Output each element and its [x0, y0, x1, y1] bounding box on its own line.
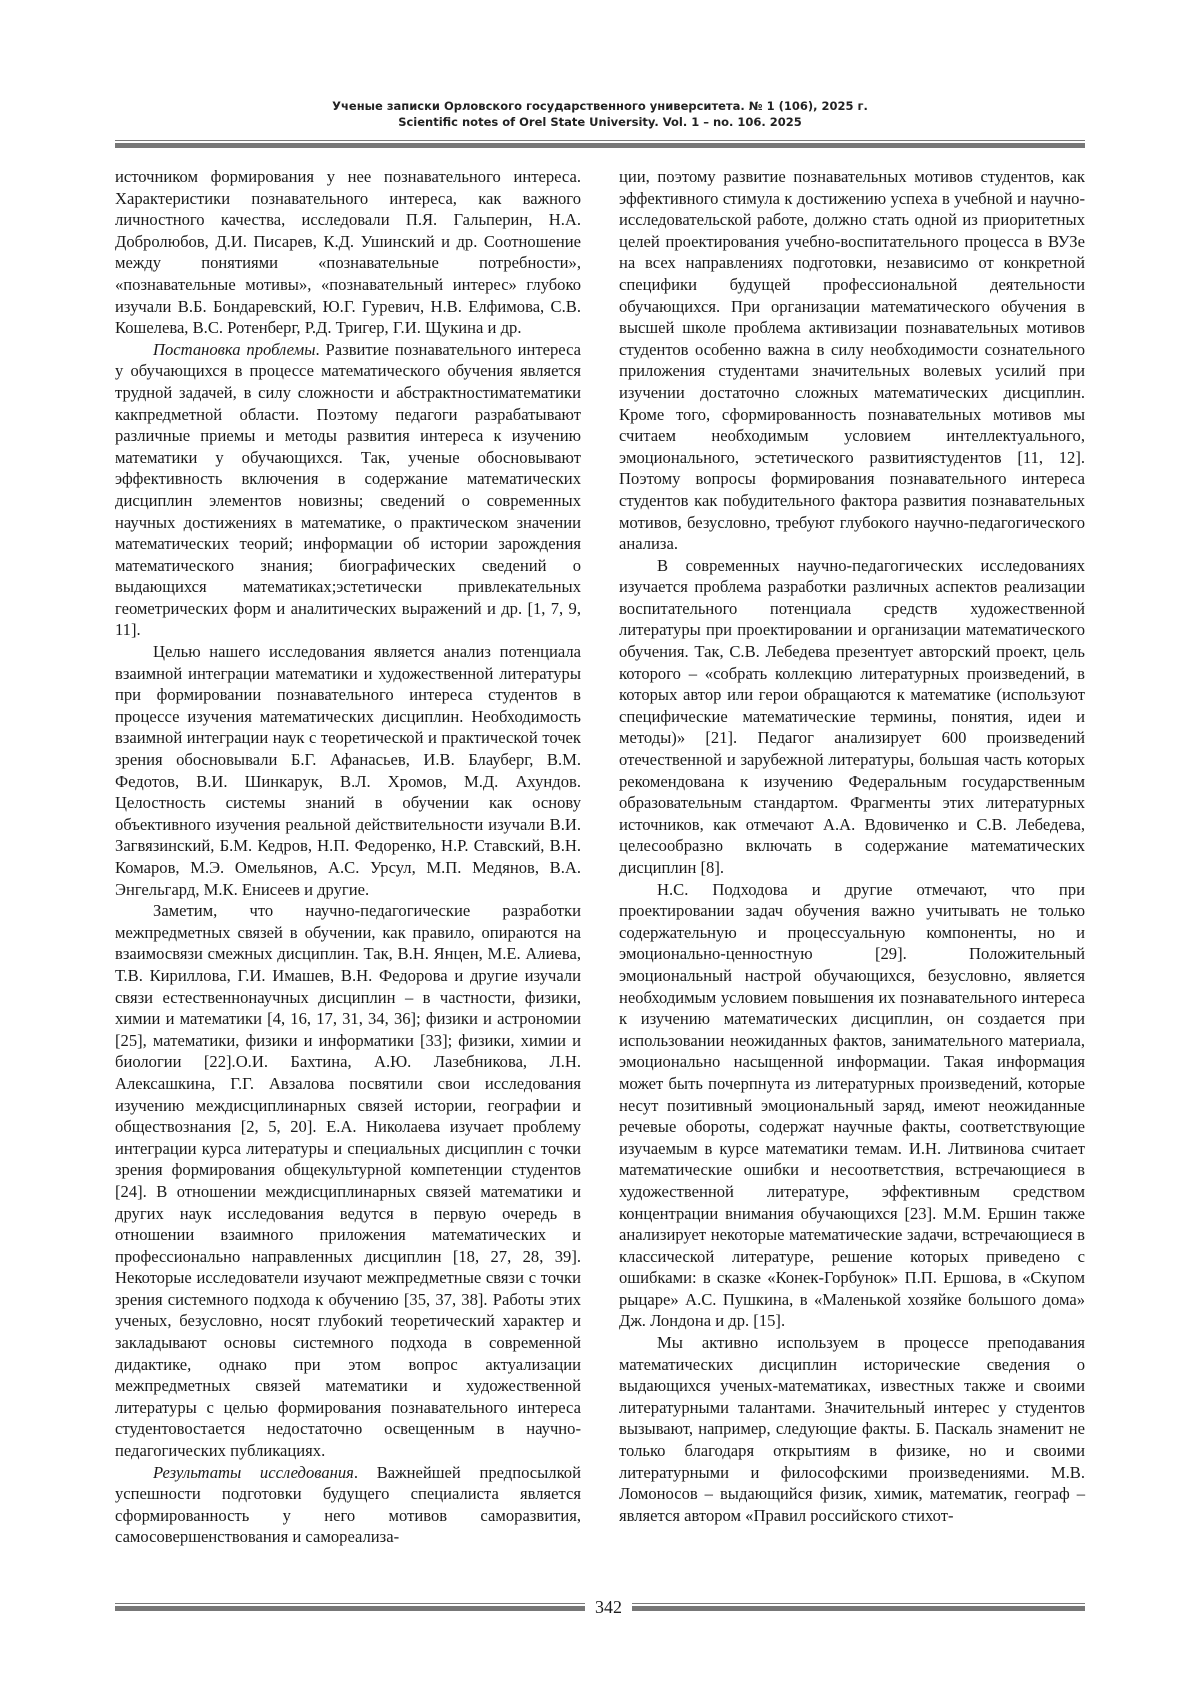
right-paragraph-1: ции, поэтому развитие познавательных мотивов студентов, как эффективного стимула к достижению успеха в учебной и научно-исследовательской работе, должно стать одной из приоритетных целей проектирования учебно-воспитательного процесса в ВУЗе на всех направлениях подготовки, независимо от конкретной специфики будущей профессиональной деятельности обучающихся. При организации математического обучения в высшей школе проблема активизации познавательных мотивов студентов особенно важна в силу необходимости сознательного приложения студентами значительных волевых усилий при изучении достаточно сложных математических дисциплин. Кроме того, сформированность познавательных мотивов мы считаем необходимым условием интеллектуального, эмоционального, эстетического развитиястудентов [11, 12]. Поэтому вопросы формирования познавательного интереса студентов как побудительного фактора развития познавательных мотивов, безусловно, требуют глубокого научно-педагогического анализа. — [619, 167, 1085, 554]
left-paragraph-3: Целью нашего исследования является анализ потенциала взаимной интеграции математики и художественной литературы при формировании познавательного интереса студентов в процессе изучения математических дисциплин. Необходимость взаимной интеграции наук с теоретической и практической точек зрения обосновывали Б.Г. Афанасьев, И.В. Блауберг, В.М. Федотов, В.И. Шинкарук, В.Л. Хромов, М.Д. Ахундов. Целостность системы знаний в обучении как основу объективного изучения реальной действительности изучали В.И. Загвязинский, Б.М. Кедров, Н.П. Федоренко, Н.Р. Ставский, В.Н. Комаров, М.Э. Омельянов, А.С. Урсул, М.П. Медянов, В.А. Энгельгард, М.К. Енисеев и другие. — [115, 642, 581, 899]
right-paragraph-3: Н.С. Подходова и другие отмечают, что при проектировании задач обучения важно учитывать не только содержательную и процессуальную компоненты, но и эмоционально-ценностную [29]. Положительный эмоциональный настрой обучающихся, безусловно, является необходимым условием повышения их познавательного интереса к изучению математических дисциплин, он создается при использовании неожиданных фактов, занимательного материала, эмоционально насыщенной информации. Такая информация может быть почерпнута из литературных произведений, которые несут позитивный эмоциональный заряд, имеют неожиданные речевые обороты, содержат научные факты, соответствующие изучаемым в курсе математики темам. И.Н. Литвинова считает математические ошибки и несоответствия, встречающиеся в художественной литературе, эффективным средством концентрации внимания обучающихся [23]. М.М. Ершин также анализирует некоторые математические задачи, встречающиеся в классической литературе, решение которых приведено с ошибками: в сказке «Конек-Горбунок» П.П. Ершова, в «Скупом рыцаре» А.С. Пушкина, в «Маленькой хозяйке большого дома» Дж. Лондона и др. [15]. — [619, 879, 1085, 1331]
left-paragraph-5 — [115, 1462, 581, 1548]
left-column — [115, 166, 581, 1548]
left-paragraph-2-text: . Развитие познавательного интереса у обучающихся в процессе математического обучения является трудной задачей, в силу сложности и абстрактностиматематики какпредметной области. Поэтому педагоги разрабатывают различные приемы и методы развития интереса к изучению математики у обучающихся. Так, ученые обосновывают эффективность включения в содержание математических дисциплин элементов новизны; сведений о современных научных достижениях в математике, о практическом значении математических теорий; информации об истории зарождения математического знания; биографических сведений о выдающихся математиках;эстетически привлекательных геометрических форм и аналитических выражений и др. [1, 7, 9, 11]. — [115, 339, 582, 640]
section-heading-problem: Постановка проблемы — [153, 339, 316, 359]
left-paragraph-2 — [115, 339, 581, 641]
right-column — [619, 166, 1085, 1526]
header-rule — [115, 140, 1085, 148]
footer-rule-right — [632, 1603, 1085, 1611]
left-paragraph-5-text: . Важнейшей предпосылкой успешности подготовки будущего специалиста является сформированность у него мотивов саморазвития, самосовершенствования и самореализа- — [115, 1462, 581, 1547]
left-paragraph-1: источником формирования у нее познавательного интереса. Характеристики познавательного интереса, как важного личностного качества, исследовали П.Я. Гальперин, Н.А. Добролюбов, Д.И. Писарев, К.Д. Ушинский и др. Соотношение между понятиями «познавательные потребности», «познавательные мотивы», «познавательный интерес» глубоко изучали В.Б. Бондаревский, Ю.Г. Гуревич, Н.В. Елфимова, С.В. Кошелева, В.С. Ротенберг, Р.Д. Тригер, Г.И. Щукина и др. — [115, 167, 581, 338]
footer-rule-left — [115, 1603, 585, 1611]
left-paragraph-4: Заметим, что научно-педагогические разработки межпредметных связей в обучении, как правило, опираются на взаимосвязи смежных дисциплин. Так, В.Н. Янцен, М.Е. Алиева, Т.В. Кириллова, Г.И. Имашев, В.Н. Федорова и другие изучали связи естественнонаучных дисциплин – в частности, физики, химии и математики [4, 16, 17, 31, 34, 36]; физики и астрономии [25], математики, физики и информатики [33]; физики, химии и биологии [22].О.И. Бахтина, А.Ю. Лазебникова, Л.Н. Алексашкина, Г.Г. Авзалова посвятили свои исследования изучению междисциплинарных связей истории, географии и обществознания [2, 5, 20]. Е.А. Николаева изучает проблему интеграции курса литературы и специальных дисциплин с точки зрения формирования общекультурной компетенции студентов [24]. В отношении междисциплинарных связей математики и других наук исследования ведутся в первую очередь в отношении взаимного приложения математических и профессионально направленных дисциплин [18, 27, 28, 39]. Некоторые исследователи изучают межпредметные связи с точки зрения системного подхода к обучению [35, 37, 38]. Работы этих ученых, безусловно, носят глубокий теоретический характер и закладывают основы системного подхода в современной дидактике, однако при этом вопрос актуализации межпредметных связей математики и художественной литературы с целью формирования познавательного интереса студентовостается недостаточно освещенным в научно-педагогических публикациях. — [115, 901, 581, 1461]
section-heading-results: Результаты исследования — [153, 1462, 354, 1482]
page-number: 342 — [595, 1597, 622, 1617]
journal-header-english: Scientific notes of Orel State University. Vol. 1 – no. 106. 2025 — [398, 115, 802, 129]
journal-header — [115, 98, 1085, 130]
right-paragraph-2: В современных научно-педагогических исследованиях изучается проблема разработки различных аспектов реализации воспитательного потенциала средств художественной литературы при проектировании и организации математического обучения. Так, С.В. Лебедева презентует авторский проект, цель которого – «собрать коллекцию литературных произведений, в которых автор или герои обращаются к математике (используют специфические математические термины, понятия, идеи и методы)» [21]. Педагог анализирует 600 произведений отечественной и зарубежной литературы, большая часть которых рекомендована к изучению Федеральным государственным образовательным стандартом. Фрагменты этих литературных источников, как отмечают А.А. Вдовиченко и С.В. Лебедева, целесообразно включать в содержание математических дисциплин [8]. — [619, 555, 1085, 877]
journal-header-russian: Ученые записки Орловского государственного университета. № 1 (106), 2025 г. — [332, 99, 868, 113]
right-paragraph-4: Мы активно используем в процессе преподавания математических дисциплин исторические сведения о выдающихся ученых-математиках, известных также и своими литературными талантами. Значительный интерес у студентов вызывают, например, следующие факты. Б. Паскаль знаменит не только благодаря открытиям в физике, но и своими литературными и философскими произведениями. М.В. Ломоносов – выдающийся физик, химик, математик, географ – является автором «Правил российского стихот- — [619, 1333, 1085, 1525]
